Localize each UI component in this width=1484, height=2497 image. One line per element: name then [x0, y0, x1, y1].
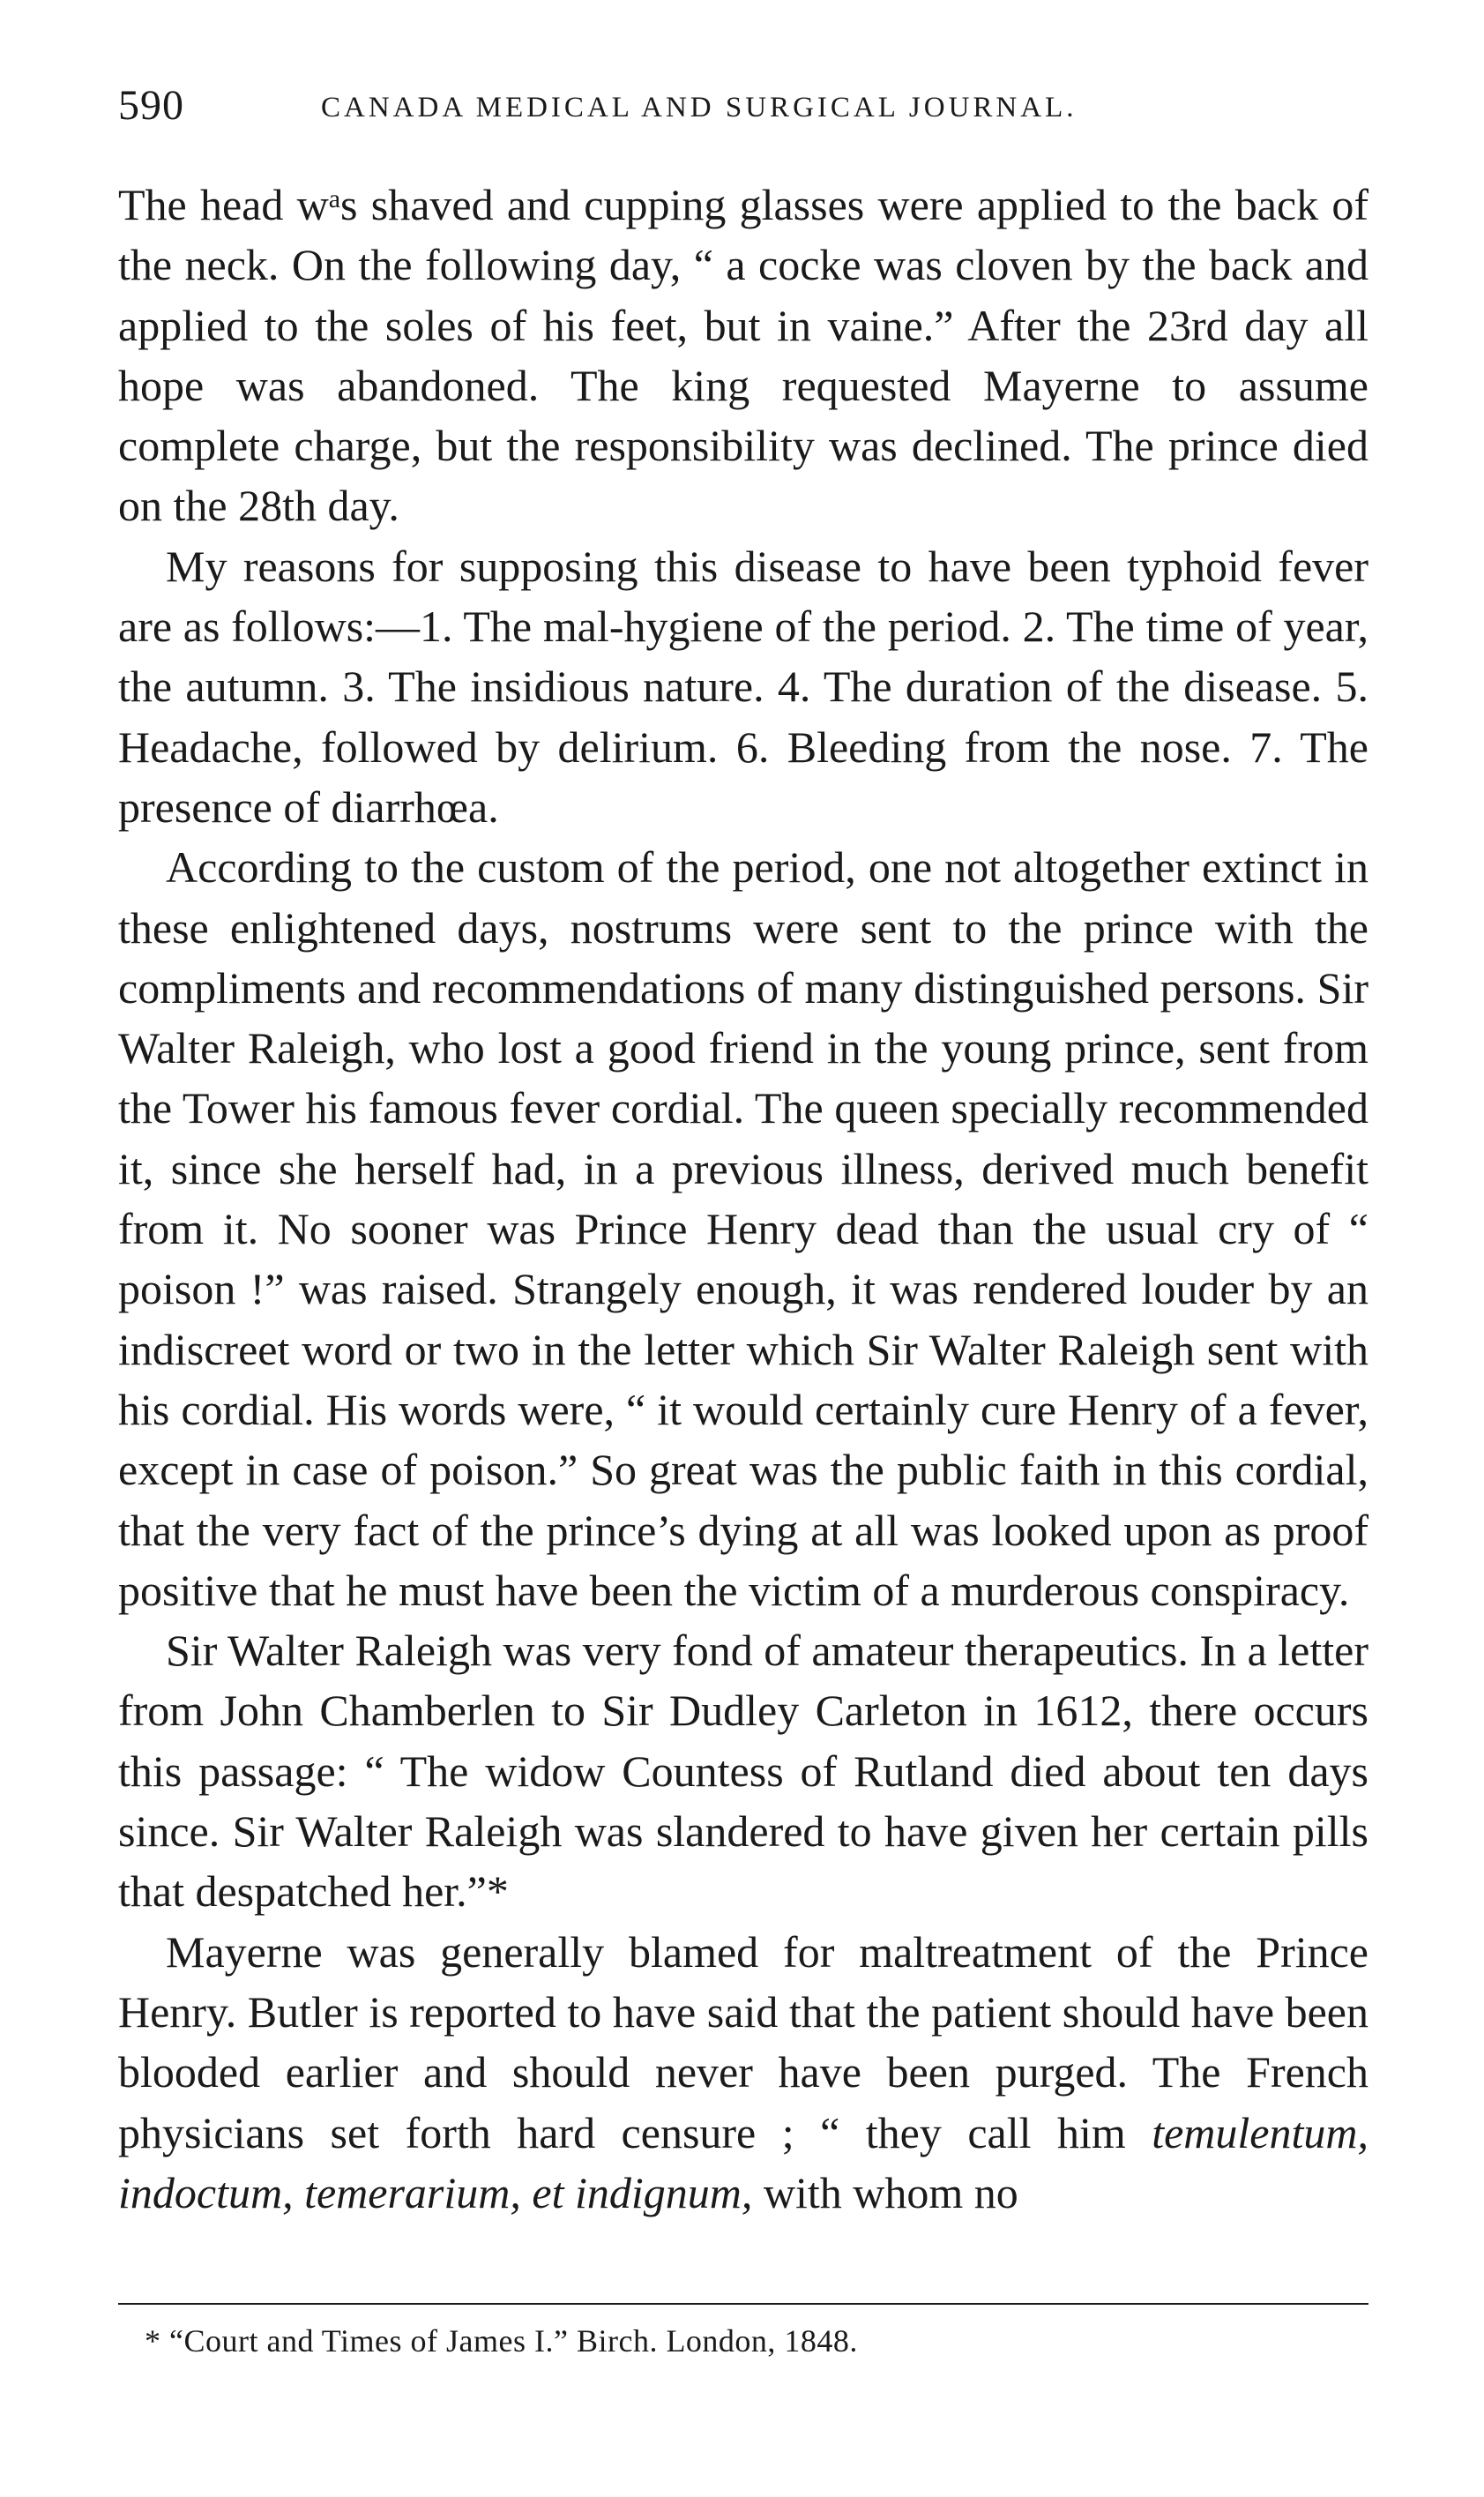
paragraph-3: According to the custom of the period, one not altogether extinct in these enlightened days, nostrums were sent to the prince with the compliments and recommendations of many distinguished persons. Sir Walter Raleigh, who lost a good friend in the young prince, sent from the Tower his famous fever cordial. The queen specially recommended it, since she herself had, in a previous illness, derived much benefit from it. No sooner was Prince Henry dead than the usual cry of “ poison !” was raised. Strangely enough, it was rendered louder by an indiscreet word or two in the letter which Sir Walter Raleigh sent with his cordial. His words were, “ it would certainly cure Henry of a fever, except in case of poison.” So great was the public faith in this cordial, that the very fact of the prince’s dying at all was looked upon as proof positive that he must have been the victim of a murderous conspiracy.: [118, 842, 1368, 1615]
paragraph-5-text-end: with whom no: [752, 2167, 1018, 2217]
paragraph-5: [118, 1922, 1368, 2223]
page-number: 590: [118, 82, 184, 129]
journal-page: [118, 0, 1368, 2497]
running-head: CANADA MEDICAL AND SURGICAL JOURNAL.: [321, 92, 1078, 123]
paragraph-4: Sir Walter Raleigh was very fond of amateur therapeutics. In a letter from John Chamberlen to Sir Dudley Carleton in 1612, there occurs this passage: “ The widow Countess of Rutland died about ten days since. Sir Walter Raleigh was slandered to have given her certain pills that despatched her.”*: [118, 1626, 1368, 1917]
article-body: [118, 175, 1368, 2223]
paragraph-1-text-start: The head w: [118, 180, 329, 229]
paragraph-1: [118, 175, 1368, 536]
footnote-divider: [118, 2303, 1368, 2305]
paragraph-5-text-start: Mayerne was generally blamed for maltreatment of the Prince Henry. Butler is reported to have said that the patient should have been blooded earlier and should never have been purged. The French physicians set forth hard censure ; “ they call him: [118, 1926, 1368, 2157]
page-header: [118, 81, 1368, 143]
paragraph-2: My reasons for supposing this disease to have been typhoid fever are as follows:—1. The mal-hygiene of the period. 2. The time of year, the autumn. 3. The insidious nature. 4. The duration of the disease. 5. Headache, followed by delirium. 6. Bleeding from the nose. 7. The presence of diarrhœa.: [118, 541, 1368, 832]
footnote: * “Court and Times of James I.” Birch. London, 1848.: [145, 2323, 858, 2359]
latin-phrase: temulentum, indoctum, temerarium, et indignum,: [118, 2107, 1368, 2217]
superscript-a: a: [328, 184, 341, 213]
paragraph-1-text-end: s shaved and cupping glasses were applied to the back of the neck. On the following day, “ a cocke was cloven by the back and applied to the soles of his feet, but in vaine.” After the 23rd day all hope was abandoned. The king requested Mayerne to assume complete charge, but the responsibility was declined. The prince died on the 28th day.: [118, 180, 1368, 531]
